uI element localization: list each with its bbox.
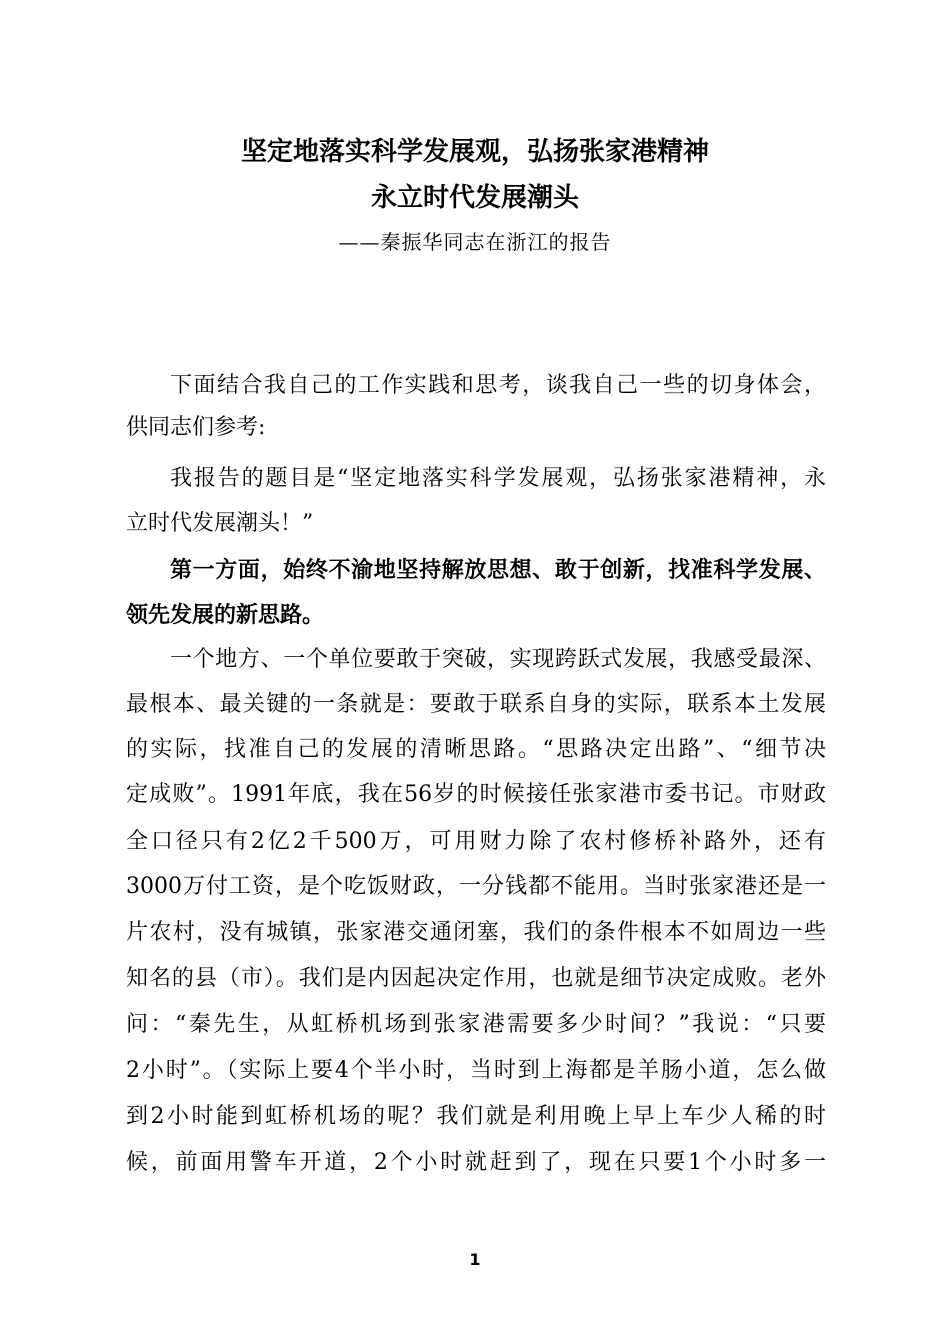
body-text-line: 供同志们参考:	[126, 415, 266, 440]
body-text-line: 我报告的题目是“坚定地落实科学发展观，弘扬张家港精神，永	[170, 466, 826, 491]
body-text-line: 一个地方、一个单位要敢于突破，实现跨跃式发展，我感受最深、	[170, 647, 826, 672]
body-text-line: 片农村，没有城镇，张家港交通闭塞，我们的条件根本不如周边一些	[126, 920, 826, 945]
body-text-line: 到2小时能到虹桥机场的呢？我们就是利用晚上早上车少人稀的时	[126, 1104, 826, 1129]
body-text-line: 2小时”。（实际上要4个半小时，当时到上海都是羊肠小道，怎么做	[126, 1058, 826, 1083]
section-heading-line: 第一方面，始终不渝地坚持解放思想、敢于创新，找准科学发展、	[170, 557, 826, 583]
section-heading-line: 领先发展的新思路。	[126, 602, 325, 628]
body-text-line: 的实际，找准自己的发展的清晰思路。“思路决定出路”、“细节决	[126, 737, 826, 762]
body-text-line: 最根本、最关键的一条就是：要敢于联系自身的实际，联系本土发展	[126, 692, 826, 717]
body-text-line: 3000万付工资，是个吃饭财政，一分钱都不能用。当时张家港还是一	[126, 874, 826, 899]
document-title-line-1: 坚定地落实科学发展观，弘扬张家港精神	[240, 137, 709, 167]
body-text-line: 问：“秦先生，从虹桥机场到张家港需要多少时间？”我说：“只要	[126, 1012, 826, 1037]
body-text-line: 候，前面用警车开道，2个小时就赶到了，现在只要1个小时多一	[126, 1150, 826, 1175]
body-text-line: 全口径只有2亿2千500万，可用财力除了农村修桥补路外，还有	[126, 829, 826, 854]
document-title-line-2: 永立时代发展潮头	[370, 183, 579, 213]
document-subtitle: ——秦振华同志在浙江的报告	[338, 230, 612, 254]
body-text-line: 下面结合我自己的工作实践和思考，谈我自己一些的切身体会，	[170, 373, 826, 398]
body-text-line: 立时代发展潮头！”	[126, 511, 314, 536]
body-text-line: 定成败”。1991年底，我在56岁的时候接任张家港市委书记。市财政	[126, 782, 826, 807]
page-number: 1	[469, 1250, 481, 1269]
body-text-line: 知名的县（市）。我们是内因起决定作用，也就是细节决定成败。老外	[126, 966, 826, 991]
